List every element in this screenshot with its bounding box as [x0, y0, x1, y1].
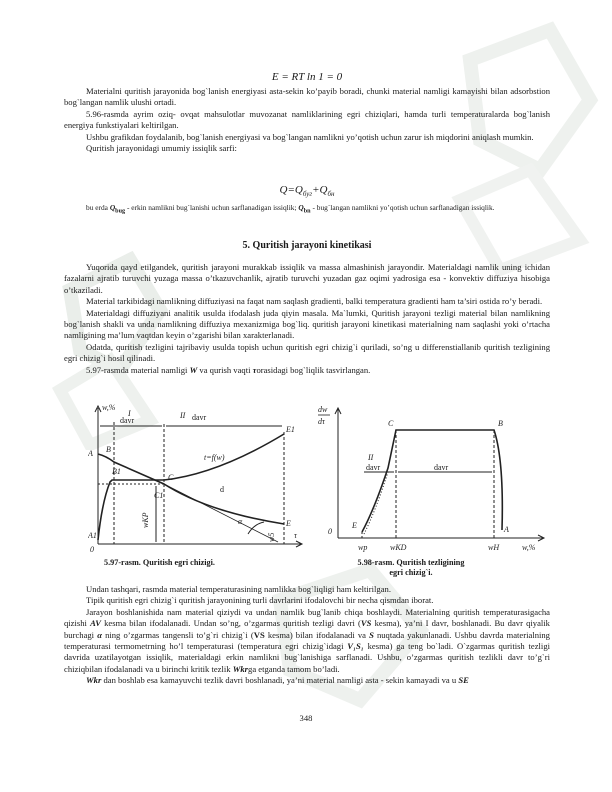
svg-text:0: 0 [90, 545, 94, 552]
figure-598-caption: 5.98-rasm. Quritish tezligining egri chizig`i. [357, 558, 465, 577]
svg-text:davr: davr [434, 463, 449, 472]
paragraph-falling-rate: Wkr dan boshlab esa kamayuvchi tezlik davri boshlanadi, ya’ni material namligi asta - sekin kamayadi va u SE [86, 675, 469, 686]
svg-text:E: E [352, 521, 357, 530]
rate-curve [362, 430, 502, 532]
y-axis-label: w,% [102, 403, 116, 412]
paragraph-figure-597-intro: 5.97-rasmda material namligi W va qurish vaqti τorasidagi bog`liqlik tasvirlangan. [86, 364, 371, 375]
figure-drying-rate-curve [318, 400, 550, 555]
paragraph-figure-596: 5.96-rasmda ayrim oziq- ovqat mahsulotlar muvozanat namliklarining egri chiziqlari, hamda turli temperaturalarda bog`lanish energiya funkstiyalari keltirilgan. [64, 108, 550, 131]
svg-text:A: A [88, 449, 93, 458]
svg-text:davr: davr [366, 463, 381, 472]
svg-text:wp: wp [358, 543, 368, 552]
svg-text:B: B [106, 445, 111, 454]
paragraph-heat-definitions: bu erda $Q_{bug}$ - erkin namlikni bug`lanishi uchun sarflanadigan issiqlik; $Q_{bn}$ - bug`langan namlikni yo’qotish uchun sarflanadigan issiqlik. [86, 203, 495, 215]
svg-text:A: A [504, 525, 509, 534]
paragraph-diffusion: Material tarkibidagi namlikning diffuziyasi na faqat nam saqlash gradienti, balki temperatura gradienti ham ta’siri ostida ro’y beradi. [86, 296, 543, 307]
svg-text:dw: dw [318, 405, 328, 414]
x-axis-label: τ [294, 531, 297, 540]
paragraph-heat-intro: Quritish jarayonidagi umumiy issiqlik sarfi: [86, 143, 237, 154]
svg-text:w5: w5 [267, 532, 276, 542]
formula-energy: E = RT ln 1 = 0 [271, 71, 343, 83]
paragraph-analytic: Materialdagi diffuziyani analitik usulda ifodalash juda qiyin masala. Ma`lumki, Quritish jarayoni tezligi material bilan namlikning bog`lanish shakli va unda namlikning diffuziya mexanizmiga bog`liq. quritish jarayoni kinetikasi materialning nam saqlashi yoki o’rtacha namligining ma’lum vaqtdan keyin o’zgarishi bilan xarakterlanadi. [64, 307, 550, 341]
svg-text:α: α [238, 517, 243, 526]
svg-text:0: 0 [328, 527, 332, 536]
svg-text:t=f(w): t=f(w) [204, 453, 225, 462]
figure-597-caption: 5.97-rasm. Quritish egri chizigi. [104, 558, 215, 567]
paragraph-process-start: Jarayon boshlanishida nam material qiziydi va undan namlik bug`lanib chiqa boshlaydi. Materialning quritish temperaturasigacha qizishi AV kesma bilan ifodalanadi. Undan so’ng, o’zgarmas quritish tezligi davri (VS kesma), ya’ni I davr, boshlanadi. Bu davr qiyalik burchagi α ning o’zgarmas tangensli to’g`ri chizig`i (VS kesma) bilan ifodalanadi va S nuqtada yakunlanadi. Ushbu davrda materialning temperaturasi termometrning ho’l temperaturasi (temperatura egri chizig`idagi V₁S₁ kesma) ga teng bo`ladi. O`zgarmas quritish tezligi davrida uzatilayotgan issiqlik, materialdagi erkin namlikni bug`lanishiga sarflanadi. Ushbu, o’zgarmas quritish tezlikli davr to’g`ri chiziqbilan ifodalanadi va u birinchi kritik tezlik Wkrga etganda tamom bo’ladi. [64, 606, 550, 674]
svg-text:davr: davr [192, 413, 207, 422]
paragraph-typical-curve: Tipik quritish egri chizig`i quritish jarayonining turli davrlarini ifodalovchi bir necha qismdan iborat. [86, 595, 434, 606]
page-number: 348 [299, 713, 313, 723]
svg-text:II: II [368, 453, 374, 462]
drying-curve [98, 454, 284, 524]
svg-text:davr: davr [120, 416, 135, 425]
figure-drying-curve [88, 402, 310, 552]
svg-text:C1: C1 [154, 491, 164, 500]
x-axis-label: w,% [522, 543, 536, 552]
svg-text:C: C [168, 473, 174, 482]
temperature-curve [98, 434, 284, 540]
svg-text:B1: B1 [112, 467, 121, 476]
paragraph-graph-usage: Ushbu grafikdan foydalanib, bog`lanish energiyasi va bog`langan namlikni yo’qotish uchun zarur ish miqdorini aniqlash mumkin. [86, 131, 534, 142]
svg-text:E1: E1 [286, 425, 295, 434]
svg-text:d: d [220, 485, 224, 494]
svg-text:E: E [286, 519, 291, 528]
paragraph-temperature-moisture: Undan tashqari, rasmda material temperaturasining namlikka bog`liqligi ham keltirilgan. [86, 584, 391, 594]
svg-text:wKD: wKD [390, 543, 407, 552]
svg-text:wКР: wКР [141, 512, 150, 528]
svg-text:B: B [498, 419, 503, 428]
svg-text:dτ: dτ [318, 417, 325, 426]
svg-text:II: II [180, 411, 186, 420]
paragraph-binding-energy: Materialni quritish jarayonida bog`lanish energiyasi asta-sekin ko’payib boradi, chunki material namligi kamayishi bilan adsorbstion bog`langan namlik ulushi ortadi. [64, 86, 550, 108]
paragraph-kinetics-intro: Yuqorida qayd etilgandek, quritish jarayoni murakkab issiqlik va massa almashinish jarayondir. Materialdagi namlik uning ichidan fazalarni ajratib turuvchi yuzaga massa o’tkazuvchanlik, ajratib turuvchi yuzadan gaz oqimi yadrosiga esa - konvektiv diffuziya hisobiga o’tkaziladi. [64, 262, 550, 295]
svg-text:A1: A1 [88, 531, 97, 540]
paragraph-experimental: Odatda, quritish tezligini tajribaviy usulda topish uchun quritish egri chizig`i quriladi, so’ng u differenstiallanib quritish tezligining egri chizig`i hosil qilinadi. [64, 341, 550, 364]
svg-text:I: I [128, 409, 131, 418]
svg-text:wH: wH [488, 543, 500, 552]
formula-total-heat: $Q=Q_{буг}+Q_{бн}$ [279, 184, 335, 199]
svg-text:C: C [388, 419, 394, 428]
section-heading: 5. Quritish jarayoni kinetikasi [242, 240, 372, 251]
